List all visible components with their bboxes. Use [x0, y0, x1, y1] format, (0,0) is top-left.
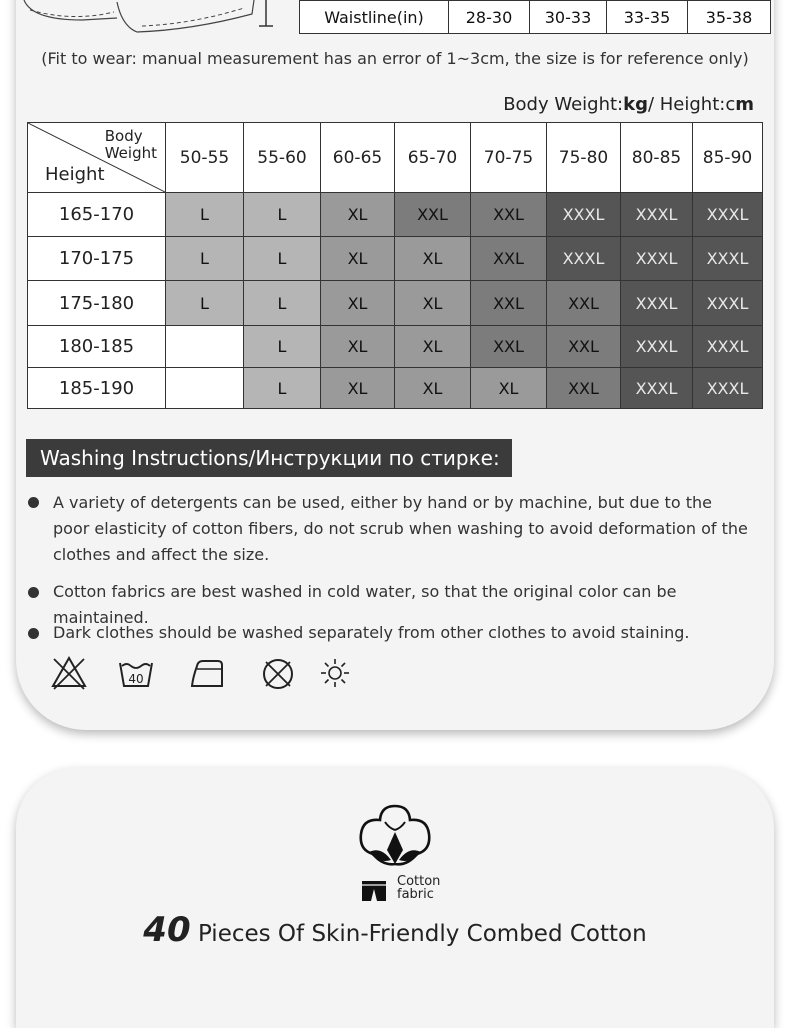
units-middle: / Height:c: [647, 94, 736, 115]
size-cell: XXXL: [693, 326, 763, 368]
size-cell: XL: [321, 193, 395, 237]
cotton-fabric-label: [397, 875, 440, 901]
size-cell: L: [166, 281, 244, 326]
size-cell: XXXL: [693, 237, 763, 281]
size-cell: XL: [395, 281, 471, 326]
size-cell: XXXL: [621, 237, 693, 281]
size-cell: [166, 326, 244, 368]
height-row-header: 180-185: [28, 326, 166, 368]
size-cell: XXXL: [547, 193, 621, 237]
size-cell: XL: [321, 326, 395, 368]
height-unit-tail: m: [735, 94, 754, 115]
size-cell: XL: [471, 368, 547, 409]
height-row-header: 175-180: [28, 281, 166, 326]
headline-text: Pieces Of Skin-Friendly Combed Cotton: [197, 921, 647, 947]
weight-unit: kg: [623, 94, 648, 115]
waistline-table: [299, 0, 771, 34]
table-row: [28, 193, 763, 237]
waistline-range: 33-35: [607, 1, 688, 34]
size-cell: L: [166, 193, 244, 237]
weight-column-header: 60-65: [321, 123, 395, 193]
size-cell: XXXL: [693, 368, 763, 409]
size-cell: XXXL: [693, 193, 763, 237]
size-cell: XXL: [395, 193, 471, 237]
cotton-feature-card: [16, 768, 774, 1028]
bullet-dot: [28, 587, 39, 598]
size-cell: XL: [321, 237, 395, 281]
size-table-body: [28, 193, 763, 409]
care-symbols: [50, 655, 370, 695]
bullet-text: A variety of detergents can be used, either by hand or by machine, but due to the poor elasticity of cotton fibers, do not scrub when washing to avoid deformation of the clothes and affect the size.: [53, 493, 748, 564]
size-cell: XXXL: [621, 281, 693, 326]
size-cell: XXL: [547, 281, 621, 326]
table-row: [28, 368, 763, 409]
size-cell: XXL: [547, 326, 621, 368]
waistline-label: Waistline(in): [300, 1, 449, 34]
size-cell: L: [244, 368, 321, 409]
cotton-label-line: fabric: [397, 887, 434, 902]
corner-weight-label: [105, 128, 157, 162]
weight-column-header: 75-80: [547, 123, 621, 193]
table-corner-header: [28, 123, 166, 193]
cotton-label-line: Cotton: [397, 874, 441, 889]
weight-column-header: 85-90: [693, 123, 763, 193]
size-cell: XL: [395, 237, 471, 281]
size-cell: XXXL: [621, 368, 693, 409]
size-cell: L: [244, 237, 321, 281]
height-row-header: 185-190: [28, 368, 166, 409]
corner-height-label: Height: [45, 164, 105, 185]
corner-weight-line: Weight: [104, 144, 157, 162]
wash-temperature: 40: [128, 672, 144, 686]
no-bleach-icon: [50, 655, 88, 691]
no-tumble-dry-icon: [259, 655, 297, 691]
shorts-icon: [361, 880, 387, 902]
weight-column-header: 80-85: [621, 123, 693, 193]
table-row: [28, 281, 763, 326]
bullet-text: Dark clothes should be washed separately from other clothes to avoid staining.: [53, 623, 690, 642]
size-cell: XXL: [471, 193, 547, 237]
size-cell: XXXL: [621, 326, 693, 368]
iron-icon: [187, 655, 227, 691]
size-cell: XXL: [471, 326, 547, 368]
size-cell: XL: [321, 368, 395, 409]
size-cell: XXL: [547, 368, 621, 409]
waistline-range: 28-30: [449, 1, 530, 34]
size-chart-table: [27, 122, 763, 409]
bullet-dot: [28, 497, 39, 508]
size-cell: L: [166, 237, 244, 281]
weight-column-header: 65-70: [395, 123, 471, 193]
washing-instructions-title: Washing Instructions/Инструкции по стирке:: [26, 439, 512, 477]
units-label: [503, 94, 754, 115]
bullet-text: Cotton fabrics are best washed in cold water, so that the original color can be maintained.: [53, 582, 677, 627]
size-cell: XL: [395, 368, 471, 409]
size-cell: XXL: [471, 237, 547, 281]
size-cell: L: [244, 281, 321, 326]
bullet-dot: [28, 628, 39, 639]
wash-40-icon: [116, 655, 156, 691]
weight-column-header: 55-60: [244, 123, 321, 193]
waistline-illustration: [22, 0, 282, 34]
waistline-range: 30-33: [530, 1, 607, 34]
size-cell: XXXL: [621, 193, 693, 237]
sun-dry-icon: [318, 655, 352, 691]
units-prefix: Body Weight:: [503, 94, 624, 115]
table-row: [28, 326, 763, 368]
waistline-range: 35-38: [688, 1, 771, 34]
weight-column-header: 70-75: [471, 123, 547, 193]
size-cell: [166, 368, 244, 409]
cotton-headline: [16, 910, 774, 950]
size-cell: XXXL: [547, 237, 621, 281]
size-cell: XL: [395, 326, 471, 368]
size-cell: XXL: [471, 281, 547, 326]
headline-number: 40: [143, 910, 191, 950]
size-cell: L: [244, 193, 321, 237]
size-cell: L: [244, 326, 321, 368]
height-row-header: 165-170: [28, 193, 166, 237]
size-cell: XXXL: [693, 281, 763, 326]
corner-weight-line: Body: [104, 127, 143, 145]
cotton-boll-icon: [355, 804, 435, 870]
weight-column-header: 50-55: [166, 123, 244, 193]
table-row: [28, 237, 763, 281]
height-row-header: 170-175: [28, 237, 166, 281]
size-cell: XL: [321, 281, 395, 326]
fit-note: (Fit to wear: manual measurement has an error of 1~3cm, the size is for reference only): [41, 49, 749, 68]
